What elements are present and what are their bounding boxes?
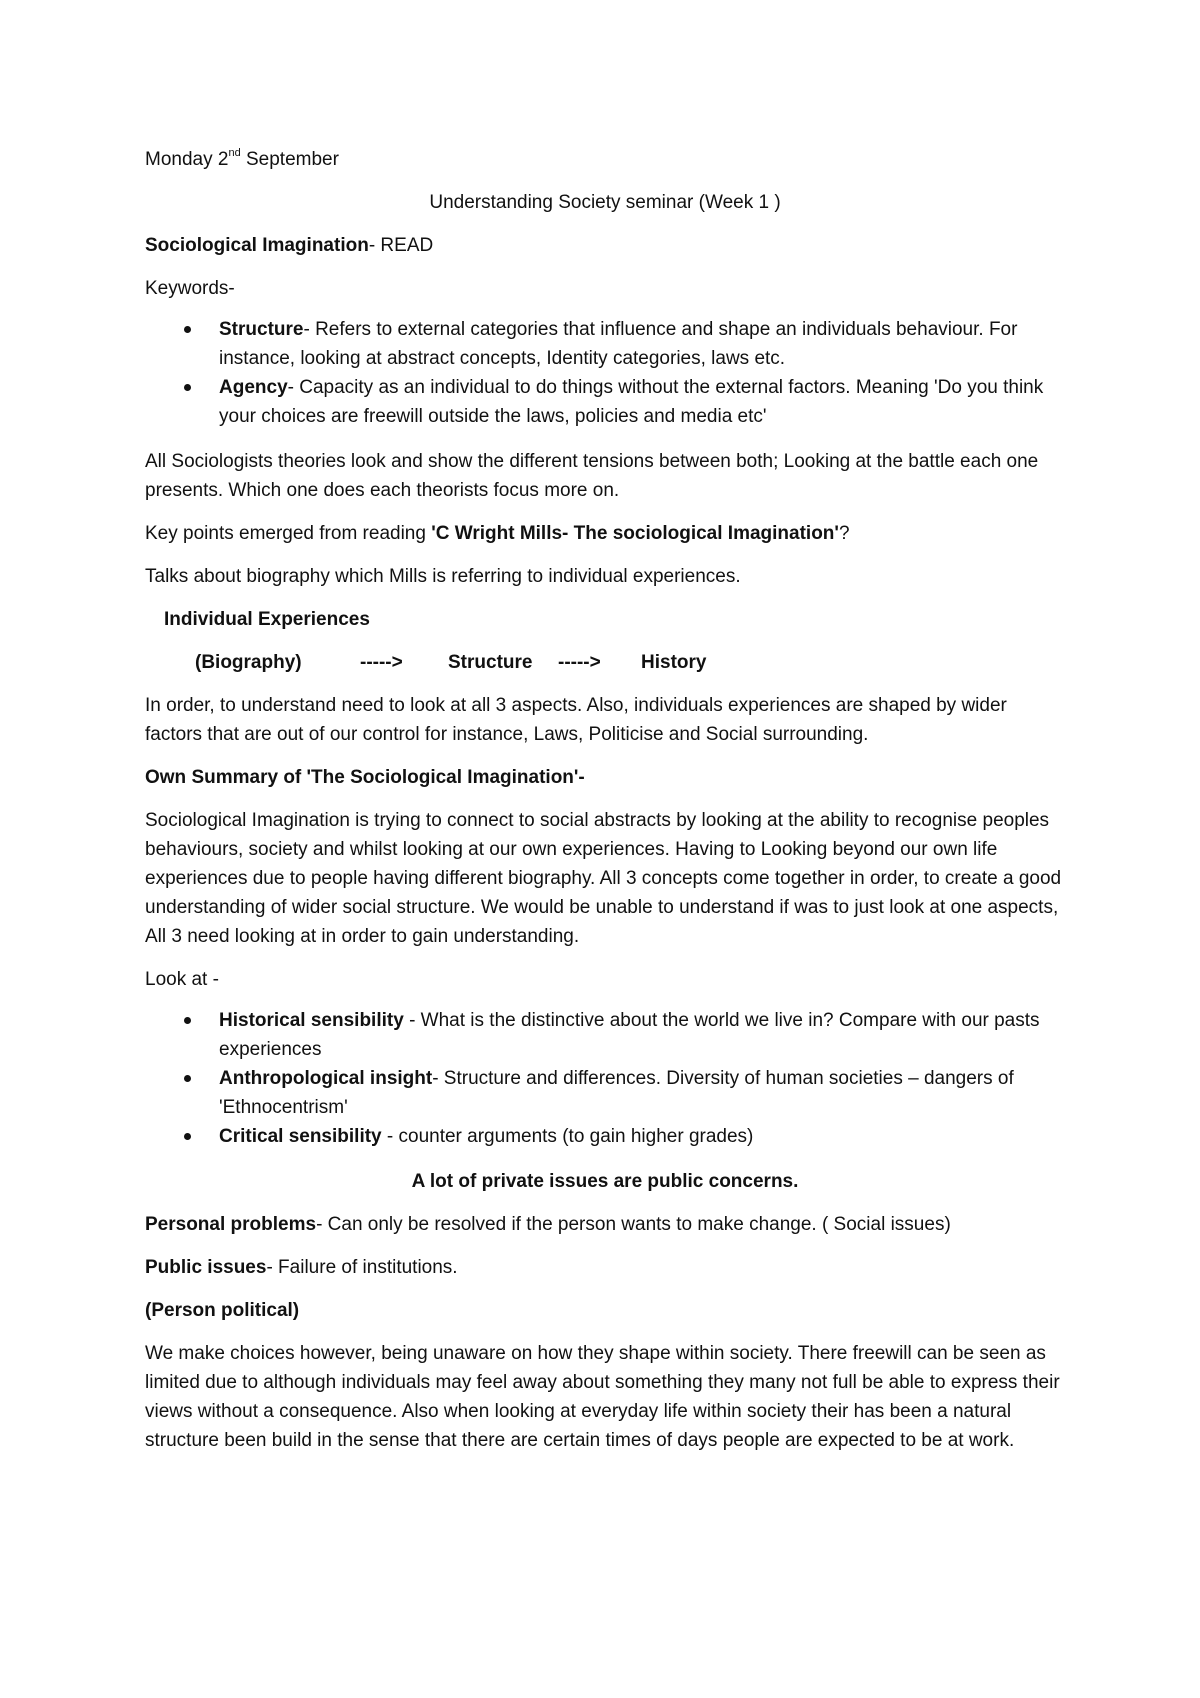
- flow-history: History: [641, 652, 707, 673]
- look-at-item-critical: [145, 1122, 1065, 1151]
- section-heading-rest: - READ: [368, 235, 434, 256]
- key-points-post: ?: [838, 523, 850, 544]
- personal-problems-line: [145, 1210, 1065, 1239]
- look-at-term: Historical sensibility: [219, 1010, 404, 1031]
- paragraph-theories: All Sociologists theories look and show the different tensions between both; Looking at the battle each one presents. Which one does each theorists focus more on.: [145, 451, 1039, 501]
- keywords-list: [145, 315, 1065, 431]
- look-at-term: Anthropological insight: [219, 1068, 433, 1089]
- paragraph-order: In order, to understand need to look at all 3 aspects. Also, individuals experiences are shaped by wider factors that are out of our control for instance, Laws, Politicise and Social surrounding.: [145, 695, 1007, 745]
- centered-statement: [145, 1167, 1065, 1196]
- look-at-definition: - What is the distinctive about the world we live in? Compare with our pasts experiences: [219, 1010, 1040, 1060]
- document-title: Understanding Society seminar (Week 1 ): [429, 192, 781, 213]
- individual-experiences-heading: [145, 605, 1065, 634]
- key-points-line: [145, 519, 1065, 548]
- look-at-item-anthropological: [145, 1064, 1065, 1122]
- keyword-term: Structure: [219, 319, 304, 340]
- date-month: September: [240, 149, 339, 170]
- centered-statement-text: A lot of private issues are public concerns.: [411, 1171, 799, 1192]
- date-line: [145, 145, 1065, 174]
- look-at-list: [145, 1006, 1065, 1151]
- paragraph-biography: Talks about biography which Mills is referring to individual experiences.: [145, 566, 741, 587]
- look-at-definition: - Structure and differences. Diversity of human societies – dangers of 'Ethnocentrism': [219, 1068, 1014, 1118]
- person-political-heading: [145, 1296, 1065, 1325]
- own-summary-heading-text: Own Summary of 'The Sociological Imagination'-: [145, 767, 585, 788]
- look-at-label: Look at -: [145, 969, 219, 990]
- keyword-item-structure: [145, 315, 1065, 373]
- key-points-pre: Key points emerged from reading: [145, 523, 432, 544]
- public-issues-line: [145, 1253, 1065, 1282]
- own-summary-heading: [145, 763, 1065, 792]
- bullet-icon: [184, 326, 191, 333]
- section-heading-sociological-imagination: [145, 231, 1065, 260]
- public-issues-term: Public issues: [145, 1257, 267, 1278]
- look-at-definition: - counter arguments (to gain higher grades): [381, 1126, 754, 1147]
- section-heading-bold: Sociological Imagination: [145, 235, 369, 256]
- biography-structure-history-flow: [145, 648, 1065, 677]
- keyword-item-agency: [145, 373, 1065, 431]
- flow-arrow-2: ----->: [558, 652, 601, 673]
- flow-biography: (Biography): [195, 652, 302, 673]
- document-body: [145, 145, 1065, 1455]
- look-at-term: Critical sensibility: [219, 1126, 382, 1147]
- paragraph-summary: Sociological Imagination is trying to connect to social abstracts by looking at the ability to recognise peoples behaviours, society and whilst looking at our own experiences. Having to Looking beyond our own life experiences due to people having different biography. All 3 concepts come together in order, to create a good understanding of wider social structure. We would be unable to understand if was to just look at one aspects, All 3 need looking at in order to gain understanding.: [145, 810, 1062, 947]
- individual-experiences-text: Individual Experiences: [164, 609, 370, 630]
- personal-problems-definition: - Can only be resolved if the person wants to make change. ( Social issues): [316, 1214, 951, 1235]
- bullet-icon: [184, 384, 191, 391]
- bullet-icon: [184, 1017, 191, 1024]
- public-issues-definition: - Failure of institutions.: [266, 1257, 458, 1278]
- personal-problems-term: Personal problems: [145, 1214, 317, 1235]
- bullet-icon: [184, 1075, 191, 1082]
- date-text: Monday 2: [145, 149, 229, 170]
- paragraph-final: We make choices however, being unaware on how they shape within society. There freewill can be seen as limited due to although individuals may feel away about something they many not full be able to express their views without a consequence. Also when looking at everyday life within society their has been a natural structure been build in the sense that there are certain times of days people are expected to be at work.: [145, 1343, 1060, 1451]
- flow-structure: Structure: [448, 652, 533, 673]
- person-political-text: (Person political): [145, 1300, 300, 1321]
- keyword-definition: - Refers to external categories that influence and shape an individuals behaviour. For instance, looking at abstract concepts, Identity categories, laws etc.: [219, 319, 1018, 369]
- keyword-definition: - Capacity as an individual to do things without the external factors. Meaning 'Do you think your choices are freewill outside the laws, policies and media etc': [219, 377, 1044, 427]
- look-at-item-historical: [145, 1006, 1065, 1064]
- keyword-term: Agency: [219, 377, 288, 398]
- key-points-reading: 'C Wright Mills- The sociological Imagination': [431, 523, 839, 544]
- date-ordinal: nd: [228, 146, 241, 159]
- keywords-label: Keywords-: [145, 278, 235, 299]
- bullet-icon: [184, 1133, 191, 1140]
- flow-arrow-1: ----->: [360, 652, 409, 673]
